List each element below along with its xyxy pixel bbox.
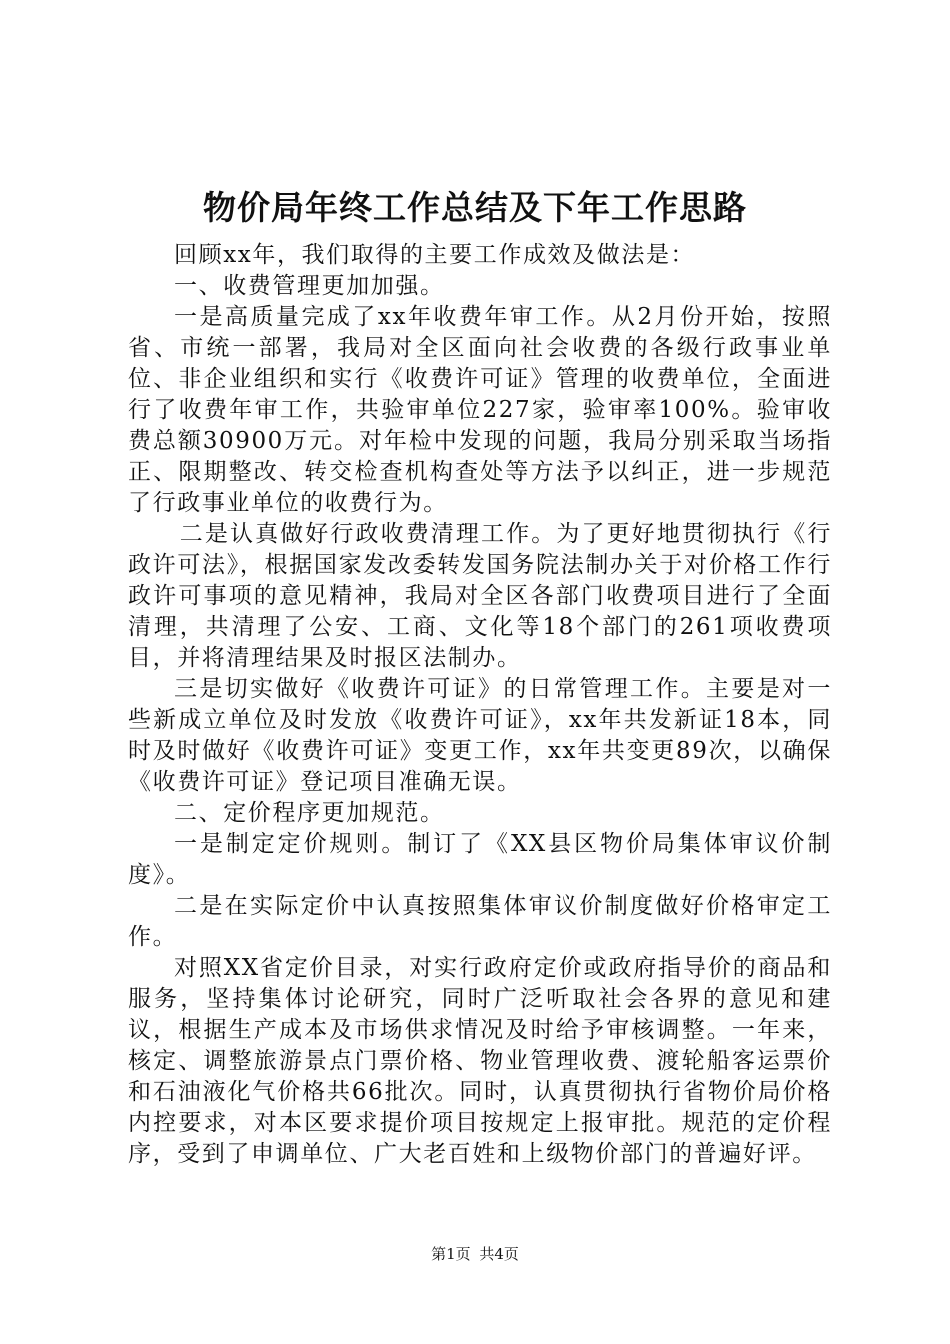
document-body xyxy=(128,240,832,1170)
paragraph: 一是制定定价规则。制订了《XX县区物价局集体审议价制度》。 xyxy=(128,831,832,888)
paragraph: 三是切实做好《收费许可证》的日常管理工作。主要是对一些新成立单位及时发放《收费许可证》，xx年共发新证18本，同时及时做好《收费许可证》变更工作，xx年共变更89次，以确保《收费许可证》登记项目准确无误。 xyxy=(128,676,832,795)
paragraph: 二是在实际定价中认真按照集体审议价制度做好价格审定工作。 xyxy=(128,893,832,950)
section-heading: 二、定价程序更加规范。 xyxy=(174,800,445,826)
paragraph: 二是认真做好行政收费清理工作。为了更好地贯彻执行《行政许可法》，根据国家发改委转发国务院法制办关于对价格工作行政许可事项的意见精神，我局对全区各部门收费项目进行了全面清理，共清理了公安、工商、文化等18个部门的261项收费项目，并将清理结果及时报区法制办。 xyxy=(128,521,832,671)
page-footer xyxy=(0,1243,950,1265)
document-title: 物价局年终工作总结及下年工作思路 xyxy=(203,188,747,227)
section-heading: 一、收费管理更加加强。 xyxy=(174,273,445,299)
paragraph: 一是高质量完成了xx年收费年审工作。从2月份开始，按照省、市统一部署，我局对全区面向社会收费的各级行政事业单位、非企业组织和实行《收费许可证》管理的收费单位，全面进行了收费年审工作，共验审单位227家，验审率100%。验审收费总额30900万元。对年检中发现的问题，我局分别采取当场指正、限期整改、转交检查机构查处等方法予以纠正，进一步规范了行政事业单位的收费行为。 xyxy=(128,304,832,516)
page-total: 共4页 xyxy=(479,1245,519,1263)
paragraph: 回顾xx年，我们取得的主要工作成效及做法是： xyxy=(174,242,696,268)
page-number: 第1页 xyxy=(431,1245,471,1263)
paragraph: 对照XX省定价目录，对实行政府定价或政府指导价的商品和服务，坚持集体讨论研究，同时广泛听取社会各界的意见和建议，根据生产成本及市场供求情况及时给予审核调整。一年来，核定、调整旅游景点门票价格、物业管理收费、渡轮船客运票价和石油液化气价格共66批次。同时，认真贯彻执行省物价局价格内控要求，对本区要求提价项目按规定上报审批。规范的定价程序，受到了申调单位、广大老百姓和上级物价部门的普遍好评。 xyxy=(128,955,832,1167)
